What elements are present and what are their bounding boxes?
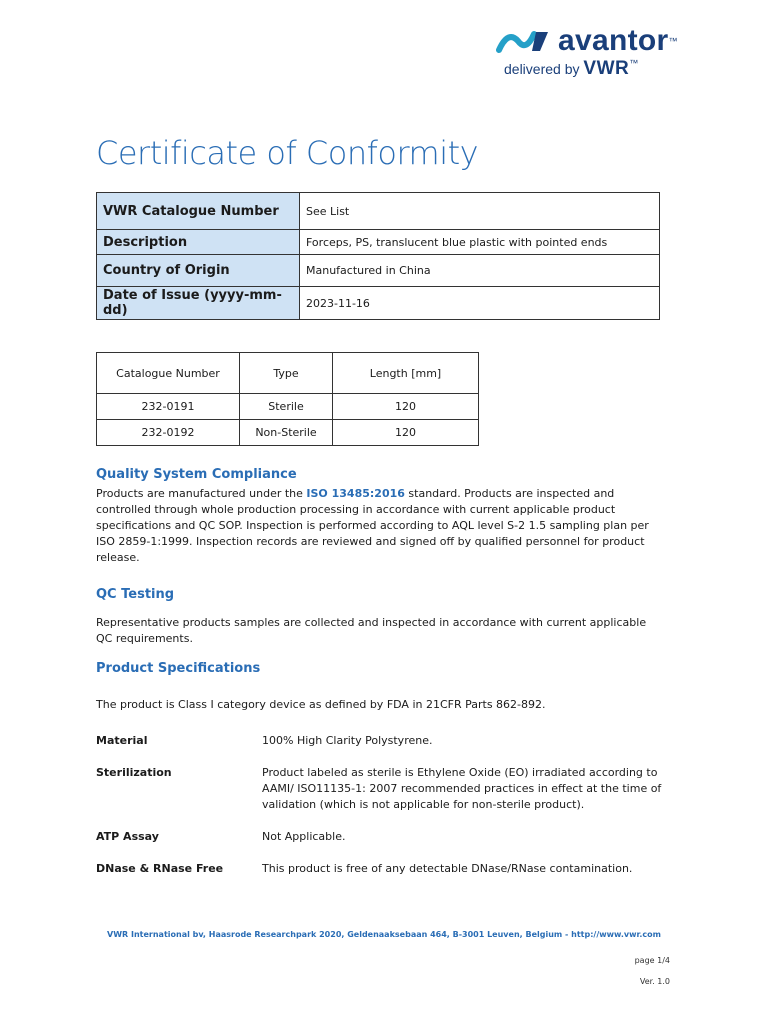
brand-name: avantor™ [558, 24, 678, 57]
quality-text: Products are manufactured under the ISO 13485:2016 standard. Products are inspected and controlled through whole production processing in accordance with current applicable product specifications and QC SOP. Inspection is performed according to AQL level S-2 1.5 sampling plan per ISO 2859-1:1999. Inspection records are reviewed and signed off by qualified personnel for product release. [96, 487, 649, 564]
table-cell: 120 [333, 420, 479, 446]
info-label: Date of Issue (yyyy-mm-dd) [97, 287, 300, 320]
qc-heading: QC Testing [96, 587, 175, 602]
catalogue-table [96, 352, 479, 446]
info-value: Forceps, PS, translucent blue plastic with pointed ends [300, 230, 660, 255]
version-label: Ver. 1.0 [639, 977, 670, 986]
product-info-table [96, 192, 660, 320]
table-cell: Sterile [240, 394, 333, 420]
table-cell: 232-0191 [97, 394, 240, 420]
avantor-mark-icon [496, 28, 552, 54]
info-row [97, 255, 660, 287]
info-row [97, 230, 660, 255]
spec-label: DNase & RNase Free [96, 862, 224, 875]
footer-address: VWR International bv, Haasrode Researchpark 2020, Geldenaaksebaan 464, B-3001 Leuven, Belgium - http://www.vwr.com [107, 930, 661, 939]
info-row [97, 287, 660, 320]
spec-label: ATP Assay [96, 830, 159, 843]
table-header-row [97, 353, 479, 394]
info-value: Manufactured in China [300, 255, 660, 287]
spec-value: Not Applicable. [262, 830, 346, 843]
specs-heading: Product Specifications [96, 661, 261, 676]
avantor-logo [496, 24, 696, 80]
table-cell: Non-Sterile [240, 420, 333, 446]
info-label: VWR Catalogue Number [97, 193, 300, 230]
info-value: See List [300, 193, 660, 230]
column-header: Length [mm] [333, 353, 479, 394]
page-number: page 1/4 [634, 956, 670, 965]
spec-value: Product labeled as sterile is Ethylene Oxide (EO) irradiated according to AAMI/ ISO11135-1: 2007 recommended practices in effect at the time of validation (which is not applicable for non-sterile product). [262, 766, 662, 811]
spec-label: Material [96, 734, 148, 747]
table-row [97, 394, 479, 420]
specs-intro: The product is Class I category device as defined by FDA in 21CFR Parts 862-892. [96, 698, 546, 711]
page-title: Certificate of Conformity [96, 134, 479, 172]
spec-value: This product is free of any detectable DNase/RNase contamination. [262, 862, 633, 875]
iso-standard: ISO 13485:2016 [306, 487, 405, 500]
quality-heading: Quality System Compliance [96, 467, 297, 482]
table-cell: 120 [333, 394, 479, 420]
brand-delivered-by: delivered by VWR™ [504, 58, 639, 79]
table-cell: 232-0192 [97, 420, 240, 446]
info-value: 2023-11-16 [300, 287, 660, 320]
column-header: Catalogue Number [97, 353, 240, 394]
spec-value: 100% High Clarity Polystyrene. [262, 734, 433, 747]
spec-label: Sterilization [96, 766, 172, 779]
info-row [97, 193, 660, 230]
info-label: Description [97, 230, 300, 255]
info-label: Country of Origin [97, 255, 300, 287]
column-header: Type [240, 353, 333, 394]
table-row [97, 420, 479, 446]
qc-text: Representative products samples are collected and inspected in accordance with current applicable QC requirements. [96, 616, 647, 645]
